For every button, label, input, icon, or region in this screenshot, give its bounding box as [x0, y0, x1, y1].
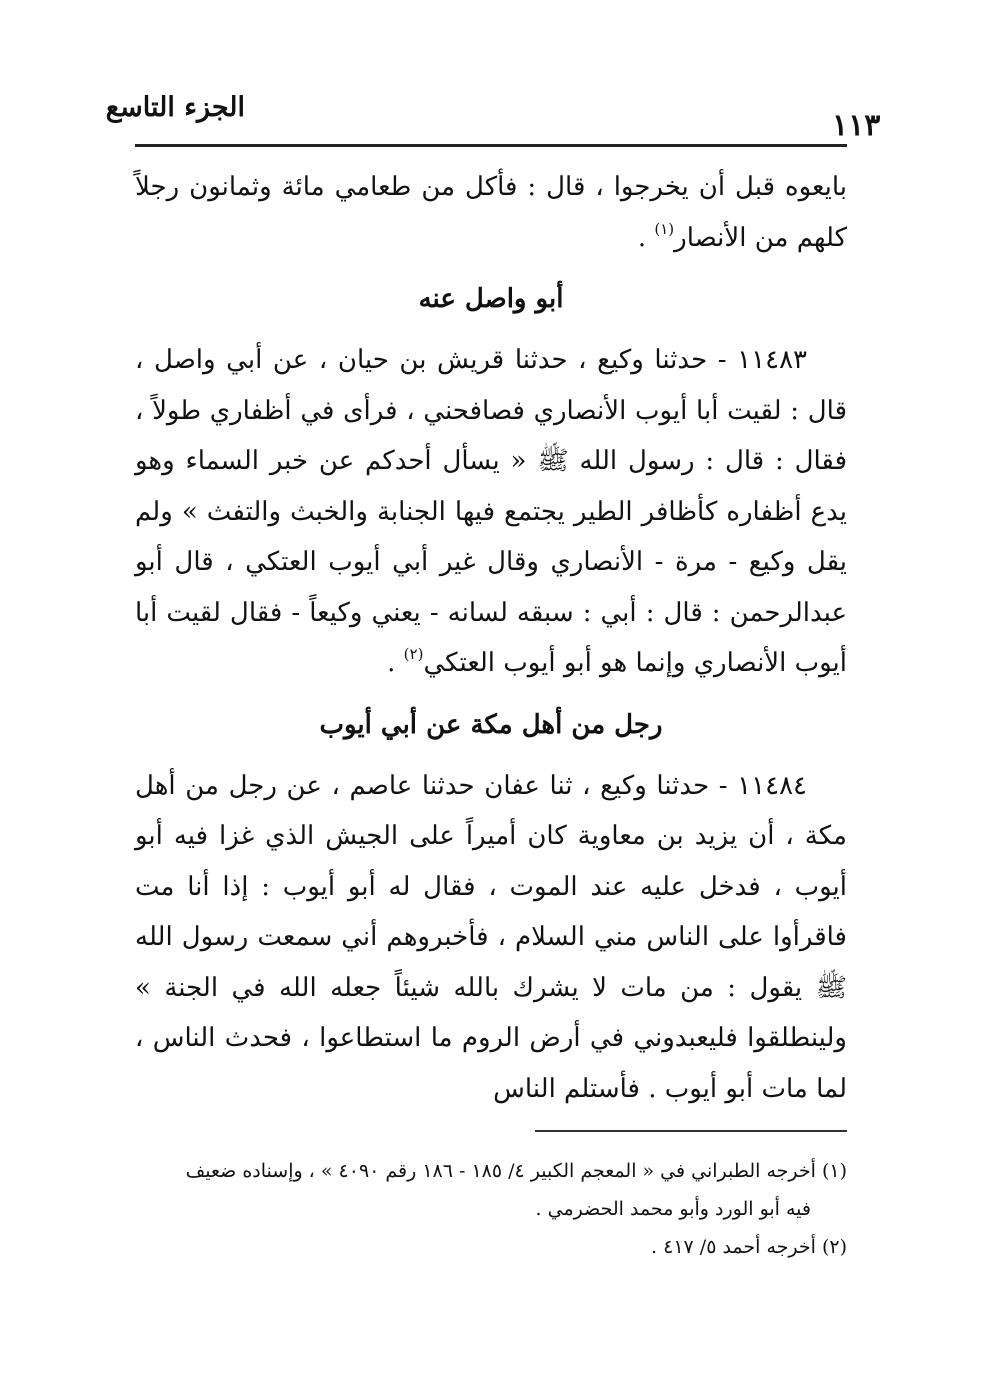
paragraph-end: . — [637, 222, 655, 253]
header-divider — [135, 144, 847, 147]
footnote-1-continuation: فيه أبو الورد وأبو محمد الحضرمي . — [535, 1198, 811, 1220]
footnote-divider — [535, 1130, 847, 1132]
footnote-2: (٢) أخرجه أحمد ٥/ ٤١٧ . — [651, 1236, 847, 1258]
paragraph-continuation — [135, 162, 847, 263]
paragraph-end: . — [387, 648, 404, 678]
footnote-marker: (٢) — [403, 645, 424, 663]
paragraph-text: بايعوه قبل أن يخرجوا ، قال : فأكل من طعامي مائة وثمانون رجلاً كلهم من الأنصار — [135, 172, 847, 253]
running-title: الجزء التاسع — [105, 92, 245, 123]
footnote-1: (١) أخرجه الطبراني في « المعجم الكبير ٤/ ١٨٥ - ١٨٦ رقم ٤٠٩٠ » ، وإسناده ضعيف — [185, 1160, 847, 1182]
section-heading: رجل من أهل مكة عن أبي أيوب — [319, 709, 663, 740]
footnotes — [135, 1152, 847, 1266]
paragraph-text: ١١٤٨٣ - حدثنا وكيع ، حدثنا قريش بن حيان ، عن أبي واصل ، قال : لقيت أبا أيوب الأنصاري فصافحني ، فرأى في أظفاري طولاً ، فقال : قال : رسول الله ﷺ « يسأل أحدكم عن خبر السماء وهو يدع أظفاره كأظافر الطير يجتمع فيها الجنابة والخبث والتفث » ولم يقل وكيع - مرة - الأنصاري وقال غير أبي أيوب العتكي ، قال أبو عبدالرحمن : قال : أبي : سبقه لسانه - يعني وكيعاً - فقال لقيت أبا أيوب الأنصاري وإنما هو أبو أيوب العتكي — [135, 345, 847, 678]
main-text — [135, 162, 847, 1114]
section-heading: أبو واصل عنه — [418, 284, 564, 314]
hadith-paragraph — [135, 335, 847, 689]
hadith-paragraph: ١١٤٨٤ - حدثنا وكيع ، ثنا عفان حدثنا عاصم ، عن رجل من أهل مكة ، أن يزيد بن معاوية كان أميراً على الجيش الذي غزا فيه أبو أيوب ، فدخل عليه عند الموت ، فقال له أبو أيوب : إذا أنا مت فاقرأوا على الناس مني السلام ، فأخبروهم أني سمعت رسول الله ﷺ يقول : من مات لا يشرك بالله شيئاً جعله الله في الجنة » ولينطلقوا فليعبدوني في أرض الروم ما استطاعوا ، فحدث الناس ، لما مات أبو أيوب . فأستلم الناس — [135, 770, 847, 1104]
footnote-marker: (١) — [654, 219, 675, 238]
page-number: ١١٣ — [832, 108, 881, 143]
